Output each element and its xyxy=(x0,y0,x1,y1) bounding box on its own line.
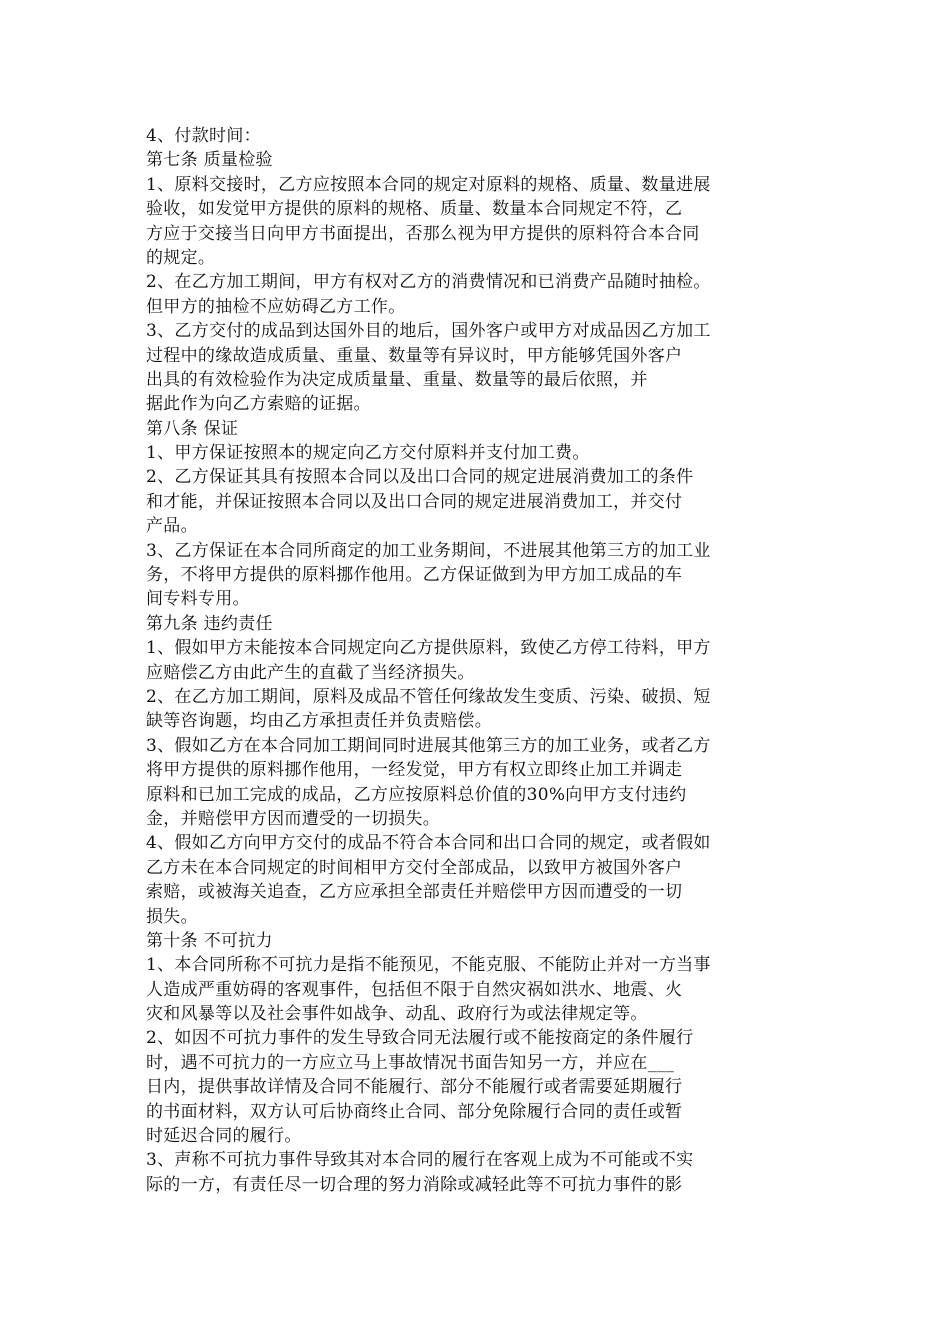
document-line: 务，不将甲方提供的原料挪作他用。乙方保证做到为甲方加工成品的车 xyxy=(146,565,683,586)
document-line: 2、在乙方加工期间，甲方有权对乙方的消费情况和已消费产品随时抽检。 xyxy=(146,272,711,293)
document-line: 3、声称不可抗力事件导致其对本合同的履行在客观上成为不可能或不实 xyxy=(146,1150,694,1171)
document-line: 2、在乙方加工期间，原料及成品不管任何缘故发生变质、污染、破损、短 xyxy=(146,686,711,707)
document-line: 间专料专用。 xyxy=(146,589,250,610)
document-line: 第七条 质量检验 xyxy=(146,150,273,171)
document-line: 2、乙方保证其具有按照本合同以及出口合同的规定进展消费加工的条件 xyxy=(146,467,694,488)
document-line: 4、付款时间： xyxy=(146,126,261,146)
document-line: 3、乙方交付的成品到达国外目的地后，国外客户或甲方对成品因乙方加工 xyxy=(146,321,711,342)
document-line: 1、甲方保证按照本的规定向乙方交付原料并支付加工费。 xyxy=(146,443,590,464)
document-line: 的规定。 xyxy=(146,247,216,268)
document-line: 1、本合同所称不可抗力是指不能预见，不能克服、不能防止并对一方当事 xyxy=(146,955,711,976)
document-line: 出具的有效检验作为决定成质量量、重量、数量等的最后依照，并 xyxy=(146,369,648,390)
document-line: 时，遇不可抗力的一方应立马上事故情况书面告知另一方，并应在___ xyxy=(146,1052,675,1073)
document-line: 损失。 xyxy=(146,906,198,927)
document-line: 索赔，或被海关追查，乙方应承担全部责任并赔偿甲方因而遭受的一切 xyxy=(146,882,683,903)
document-line: 产品。 xyxy=(146,516,198,537)
document-body xyxy=(146,124,786,1197)
document-line: 应赔偿乙方由此产生的直截了当经济损失。 xyxy=(146,662,475,683)
document-line: 缺等咨询题，均由乙方承担责任并负责赔偿。 xyxy=(146,711,492,732)
document-line: 过程中的缘故造成质量、重量、数量等有异议时，甲方能够凭国外客户 xyxy=(146,345,683,366)
document-line: 但甲方的抽检不应妨碍乙方工作。 xyxy=(146,296,406,317)
document-line: 原料和已加工完成的成品，乙方应按原料总价值的30%向甲方支付违约 xyxy=(146,784,687,805)
document-line: 际的一方，有责任尽一切合理的努力消除或减轻此等不可抗力事件的影 xyxy=(146,1174,683,1195)
document-line: 乙方未在本合同规定的时间相甲方交付全部成品，以致甲方被国外客户 xyxy=(146,857,683,878)
document-line: 3、乙方保证在本合同所商定的加工业务期间，不进展其他第三方的加工业 xyxy=(146,540,711,561)
document-line: 3、假如乙方在本合同加工期间同时进展其他第三方的加工业务，或者乙方 xyxy=(146,735,711,756)
document-line: 将甲方提供的原料挪作他用，一经发觉，甲方有权立即终止加工并调走 xyxy=(146,760,683,781)
document-line: 1、原料交接时，乙方应按照本合同的规定对原料的规格、质量、数量进展 xyxy=(146,174,711,195)
document-line: 第八条 保证 xyxy=(146,418,239,439)
document-line: 的书面材料，双方认可后协商终止合同、部分免除履行合同的责任或暂 xyxy=(146,1101,683,1122)
document-line: 灾和风暴等以及社会事件如战争、动乱、政府行为或法律规定等。 xyxy=(146,1004,648,1025)
document-line: 第十条 不可抗力 xyxy=(146,930,273,951)
document-line: 金，并赔偿甲方因而遭受的一切损失。 xyxy=(146,808,441,829)
document-line: 时延迟合同的履行。 xyxy=(146,1126,302,1147)
document-line: 第九条 违约责任 xyxy=(146,613,273,634)
document-line: 2、如因不可抗力事件的发生导致合同无法履行或不能按商定的条件履行 xyxy=(146,1028,694,1049)
document-line: 1、假如甲方未能按本合同规定向乙方提供原料，致使乙方停工待料，甲方 xyxy=(146,638,711,659)
document-line: 人造成严重妨碍的客观事件，包括但不限于自然灾祸如洪水、地震、火 xyxy=(146,979,683,1000)
document-line: 验收，如发觉甲方提供的原料的规格、质量、数量本合同规定不符，乙 xyxy=(146,199,683,220)
document-line: 4、假如乙方向甲方交付的成品不符合本合同和出口合同的规定，或者假如 xyxy=(146,833,711,854)
document-line: 方应于交接当日向甲方书面提出，否那么视为甲方提供的原料符合本合同 xyxy=(146,223,700,244)
document-line: 据此作为向乙方索赔的证据。 xyxy=(146,394,371,415)
document-line: 和才能，并保证按照本合同以及出口合同的规定进展消费加工，并交付 xyxy=(146,491,683,512)
document-line: 日内，提供事故详情及合同不能履行、部分不能履行或者需要延期履行 xyxy=(146,1077,683,1098)
